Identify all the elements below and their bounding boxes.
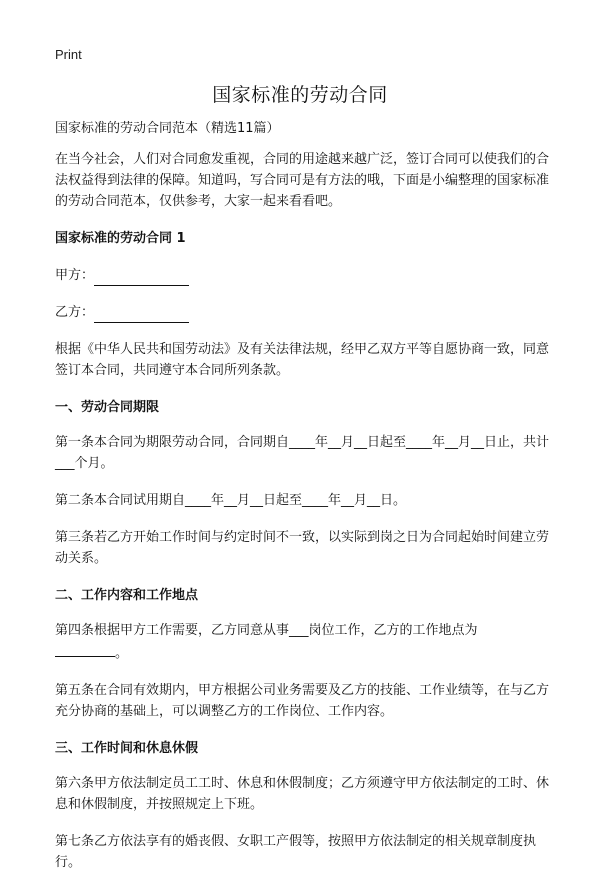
- document-body: [55, 118, 550, 889]
- section-heading-work: 二、工作内容和工作地点: [55, 588, 199, 603]
- article-5: 第五条在合同有效期内，甲方根据公司业务需要及乙方的技能、工作业绩等，在与乙方充分协商的基础上，可以调整乙方的工作岗位、工作内容。: [55, 683, 550, 719]
- section-heading-term: 一、劳动合同期限: [55, 400, 160, 415]
- article-3: 第三条若乙方开始工作时间与约定时间不一致，以实际到岗之日为合同起始时间建立劳动关系。: [55, 530, 550, 566]
- article-1: 第一条本合同为期限劳动合同，合同期自____年__月__日起至____年__月__日止，共计___个月。: [55, 435, 550, 471]
- article-2: 第二条本合同试用期自____年__月__日起至____年__月__日。: [55, 493, 407, 508]
- party-a-field: [55, 265, 550, 286]
- preamble-paragraph: 根据《中华人民共和国劳动法》及有关法律法规，经甲乙双方平等自愿协商一致，同意签订本合同，共同遵守本合同所列条款。: [55, 342, 550, 378]
- article-4: [55, 620, 550, 664]
- article-4-text: 第四条根据甲方工作需要，乙方同意从事___岗位工作，乙方的工作地点为: [55, 623, 478, 638]
- party-a-label: 甲方：: [55, 268, 95, 283]
- contract-heading: 国家标准的劳动合同 1: [55, 231, 186, 246]
- section-heading-hours: 三、工作时间和休息休假: [55, 741, 199, 756]
- party-b-label: 乙方：: [55, 305, 95, 320]
- work-location-blank: [55, 641, 115, 657]
- article-4-end: 。: [115, 646, 129, 661]
- party-b-blank: [94, 307, 189, 323]
- article-7: 第七条乙方依法享有的婚丧假、女职工产假等，按照甲方依法制定的相关规章制度执行。: [55, 834, 537, 870]
- document-subtitle: 国家标准的劳动合同范本（精选11篇）: [55, 121, 280, 136]
- party-a-blank: [94, 270, 189, 286]
- print-link[interactable]: Print: [55, 47, 82, 62]
- party-b-field: [55, 302, 550, 323]
- page-title: 国家标准的劳动合同: [212, 84, 388, 106]
- article-6: 第六条甲方依法制定员工工时、休息和休假制度；乙方须遵守甲方依法制定的工时、休息和休假制度，并按照规定上下班。: [55, 776, 550, 812]
- intro-paragraph: 在当今社会，人们对合同愈发重视，合同的用途越来越广泛，签订合同可以使我们的合法权益得到法律的保障。知道吗，写合同可是有方法的哦，下面是小编整理的国家标准的劳动合同范本，仅供参考，大家一起来看看吧。: [55, 152, 550, 209]
